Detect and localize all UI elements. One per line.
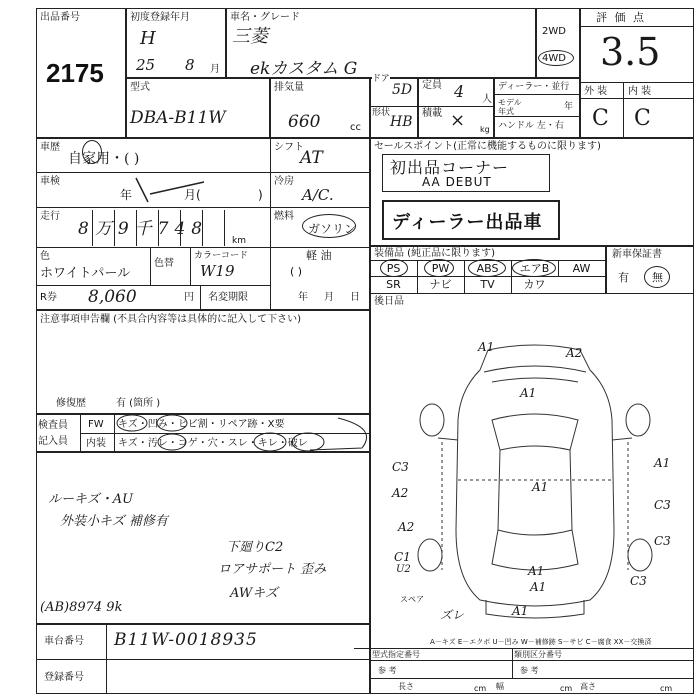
equip-ps-circle [380,259,408,277]
interior-row-label: 内装 [86,438,106,449]
inspection-strike [130,174,210,206]
vehicle-model-grade: ekカスタム G [250,59,358,79]
dealer-stamp-text: ディーラー出品車 [392,212,543,233]
note-3: 下廻りC2 [226,540,284,555]
fuel-value: ガソリン [308,222,357,236]
equip-pw: PW [431,262,450,275]
debut-badge-text: 初出品コーナー [390,158,510,177]
warranty-no: 無 [652,271,663,284]
diag-mark-7: C3 [654,498,671,512]
lot-number-label: 出品番号 [40,12,80,23]
rating-score: 3.5 [600,30,661,74]
exterior-grade: C [592,106,609,131]
reg-month-unit: 月 [210,64,220,75]
name-change-day: 日 [350,292,360,303]
equip-ps: PS [386,262,401,275]
diag-mark-9: C3 [654,534,671,548]
equip-aw: AW [572,262,591,275]
note-1: ルーキズ・AU [48,492,134,507]
inspection-label: 車検 [40,176,60,187]
chassis-value: B11W-0018935 [114,630,258,650]
diag-mark-12: U2 [396,564,411,575]
aftermarket-label: 後日品 [374,296,404,307]
drive-4wd: 4WD [542,53,566,64]
color-change-label: 色替 [154,258,174,269]
note-2: 外装小キズ 補修有 [60,514,168,529]
equip-pw-circle [424,259,454,277]
inspector-marks [110,412,380,454]
displacement-unit: cc [350,122,361,133]
warranty-no-circle [644,266,670,288]
warranty-yes: 有 [618,271,629,284]
capacity-unit: 人 [482,94,492,105]
diag-mark-13: C3 [630,574,647,588]
equip-abs-circle [468,259,506,277]
note-4: ロアサポート 歪み [218,562,327,577]
shape-value: HB [390,114,413,130]
warranty-label: 新車保証書 [612,249,662,260]
load-label: 積載 [422,108,442,119]
model-year-unit: 年 [564,102,574,112]
shift-label: シフト [274,142,304,153]
repair-history-value: 有 (箇所 ) [116,398,161,409]
lot-number: 2175 [46,58,104,88]
fw-items: キズ・凹み・ヒビ割・リペア跡・X要 [118,419,285,430]
capacity-value: 4 [454,82,465,101]
recycle-value: 8,060 [88,287,137,307]
notes-block [36,452,370,624]
interior-items: キズ・汚レ・コゲ・穴・スレ・キレ・破レ [118,438,308,449]
note-6: (AB)8974 9k [40,600,123,615]
equip-sr: SR [386,278,401,291]
handle-label: ハンドル 左・右 [498,121,564,131]
spare-label: スペア [400,595,424,604]
type-label: 型式 [130,82,150,93]
diag-mark-11: C1 [394,550,411,564]
equip-airbag-circle [512,259,556,277]
note-5: AWキズ [230,586,278,601]
shift-value: AT [300,148,323,168]
ac-label: 冷房 [274,176,294,187]
reg-year-label: 初度登録年月 [130,12,190,23]
diag-mark-2: A2 [566,346,583,360]
equipment-label: 装備品 (純正品に限ります) [374,248,495,259]
sales-point-label: セールスポイント(正常に機能するものに限ります) [374,141,601,152]
dealer-label: ディーラー・並行 [498,82,570,92]
door-value: 5D [392,82,413,98]
capacity-label: 定員 [422,80,442,91]
color-code-label: カラーコード [194,251,249,261]
load-unit: kg [480,125,490,134]
inspection-year: 年 [120,188,133,202]
equip-navi: ナビ [429,278,452,291]
debut-badge-sub: AA DEBUT [422,175,492,189]
exterior-label: 外 装 [584,86,608,97]
fuel-paren: ( ) [290,265,303,278]
width-label: 幅 [496,682,504,691]
equip-tv: TV [480,278,495,291]
mileage-value: 8万9千748 [78,219,209,239]
history-label: 車歴 [40,142,60,153]
recorder-label: 記入員 [38,436,68,447]
remarks-cell [36,310,370,414]
shape-label: 形状 [372,108,391,118]
diag-mark-10: A2 [398,520,415,534]
recycle-yen: 円 [184,292,194,303]
displacement-value: 660 [288,112,321,132]
vehicle-maker: 三菱 [232,26,268,47]
category-ref: 参 考 [520,666,539,675]
interior-label: 内 装 [628,86,652,97]
color-label: 色 [40,251,50,262]
door-label: ドア [372,74,390,84]
history-value: 自家用・( ) [68,151,140,167]
ac-value: A/C. [302,186,334,204]
fw-label: FW [88,419,104,430]
inspector-label: 検査員 [38,420,68,431]
fuel-diesel: 軽 油 [306,249,332,262]
category-label: 類別区分番号 [514,650,562,659]
diag-mark-16: A1 [512,604,529,618]
interior-grade: C [634,106,651,131]
registration-label: 登録番号 [44,672,84,683]
diag-mark-4: A1 [654,456,671,470]
drive-2wd: 2WD [542,26,566,37]
fuel-label: 燃料 [274,211,294,222]
reg-era: H [140,28,156,49]
name-change-month: 月 [324,292,334,303]
reg-month: 8 [185,56,195,74]
diag-mark-14: A1 [528,564,545,578]
name-change-label: 名変期限 [208,292,248,303]
inspection-month: 月( [184,188,201,202]
load-value: × [450,110,466,131]
fuel-circle [302,214,356,238]
mileage-label: 走行 [40,211,60,222]
model-year-label: モデル年式 [498,98,522,116]
model-id-ref: 参 考 [378,666,397,675]
height-unit: cm [660,684,673,693]
inspection-close: ) [258,188,263,202]
rating-label: 評 価 点 [596,11,646,24]
model-id-label: 型式指定番号 [372,650,420,659]
bottom-mark: ズレ [440,608,465,622]
repair-history-label: 修復歴 [56,398,86,409]
drive-cell [536,8,580,78]
color-value: ホワイトパール [40,266,131,281]
equip-airbag: エアB [519,262,550,275]
length-unit: cm [474,684,487,693]
displacement-label: 排気量 [274,82,304,93]
diag-mark-1: A1 [478,340,495,354]
mileage-unit: km [232,236,246,246]
height-label: 高さ [580,682,596,691]
damage-legend: A－キズ E－エクボ U－凹み W－補修跡 S－サビ C－腐食 XX－交換済 [430,638,652,646]
diag-mark-5: C3 [392,460,409,474]
type-value: DBA-B11W [130,108,226,128]
remarks-label: 注意事項申告欄 (不具合内容等は具体的に記入して下さい) [40,314,301,325]
width-unit: cm [560,684,573,693]
length-label: 長さ [398,682,414,691]
diag-mark-3: A1 [520,386,537,400]
recycle-label: R券 [40,292,57,303]
equip-leather: カワ [523,278,546,291]
chassis-label: 車台番号 [44,636,84,647]
history-circle [82,140,102,164]
reg-year: 25 [136,56,156,74]
equip-abs: ABS [476,262,499,275]
name-change-year: 年 [298,292,308,303]
color-code-value: W19 [200,262,235,280]
vehicle-name-label: 車名・グレード [230,12,300,23]
diag-mark-15: A1 [530,580,547,594]
diag-mark-8: A1 [532,480,549,494]
diag-mark-6: A2 [392,486,409,500]
